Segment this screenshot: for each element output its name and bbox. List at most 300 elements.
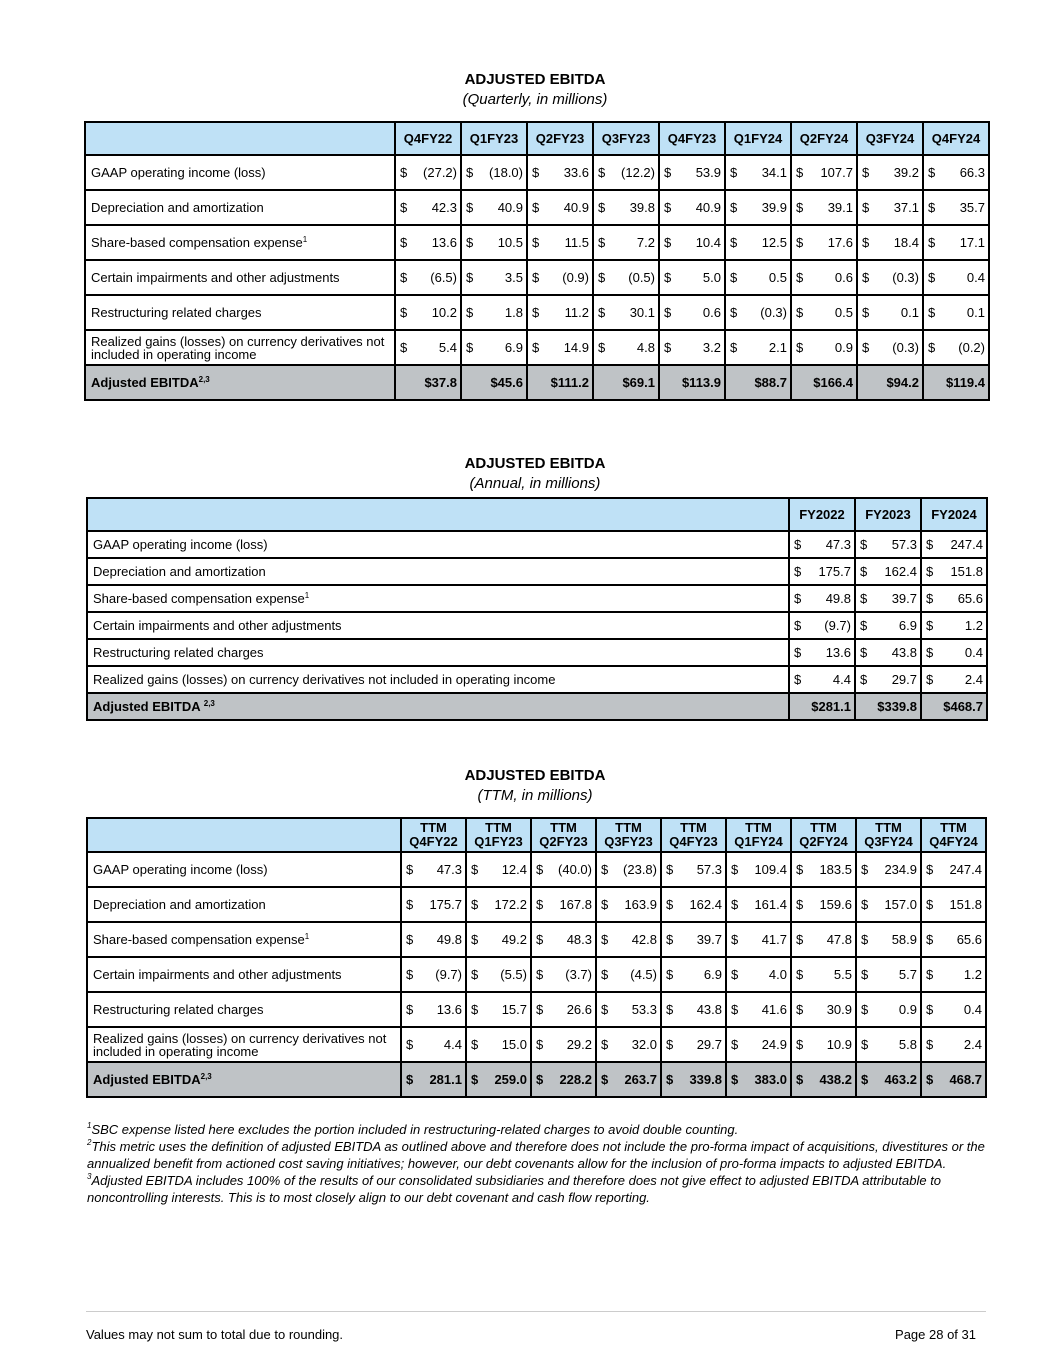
currency-symbol: $ [466, 305, 474, 320]
quarterly-cell [527, 260, 593, 295]
quarterly-cell [923, 155, 989, 190]
quarterly-cell [659, 225, 725, 260]
quarterly-row-label [85, 190, 395, 225]
ttm-row-label-text: Depreciation and amortization [93, 897, 266, 912]
ttm-cell [596, 992, 661, 1027]
quarterly-cell [923, 295, 989, 330]
ttm-value: (4.5) [630, 967, 657, 982]
quarterly-row-label-text: GAAP operating income (loss) [91, 165, 266, 180]
currency-symbol: $ [598, 235, 606, 250]
quarterly-value: (0.3) [892, 270, 919, 285]
annual-total-value: $468.7 [943, 699, 983, 714]
quarterly-value: 11.5 [564, 235, 589, 250]
ttm-cell [921, 1027, 986, 1062]
annual-row-label-text: GAAP operating income (loss) [93, 537, 268, 552]
ttm-cell [921, 957, 986, 992]
ttm-value: 163.9 [624, 897, 657, 912]
ttm-cell [661, 957, 726, 992]
currency-symbol: $ [601, 1037, 609, 1052]
ttm-cell [531, 887, 596, 922]
currency-symbol: $ [400, 270, 408, 285]
quarterly-value: 40.9 [695, 200, 721, 215]
currency-symbol: $ [794, 618, 802, 633]
annual-cell [921, 585, 987, 612]
quarterly-cell [857, 225, 923, 260]
ttm-total-value: 228.2 [559, 1072, 592, 1087]
currency-symbol: $ [794, 672, 802, 687]
annual-value: 4.4 [832, 672, 851, 687]
quarterly-value: 39.2 [893, 165, 919, 180]
ttm-row [87, 852, 986, 887]
currency-symbol: $ [860, 537, 868, 552]
currency-symbol: $ [928, 270, 936, 285]
quarterly-cell [791, 225, 857, 260]
ttm-cell [466, 887, 531, 922]
annual-cell [855, 639, 921, 666]
quarterly-value: 0.1 [966, 305, 985, 320]
quarterly-value: 0.4 [966, 270, 985, 285]
currency-symbol: $ [664, 165, 672, 180]
quarterly-value: 1.8 [504, 305, 523, 320]
currency-symbol: $ [861, 932, 869, 947]
quarterly-value: 0.5 [768, 270, 787, 285]
ttm-cell [596, 1027, 661, 1062]
quarterly-cell [527, 190, 593, 225]
ttm-cell [791, 852, 856, 887]
currency-symbol: $ [796, 200, 804, 215]
quarterly-column-header: Q4FY24 [923, 122, 989, 155]
currency-symbol: $ [598, 165, 606, 180]
annual-cell [855, 666, 921, 693]
quarterly-cell [725, 295, 791, 330]
quarterly-value: 0.9 [834, 340, 853, 355]
currency-symbol: $ [471, 932, 479, 947]
ttm-row [87, 1027, 986, 1062]
annual-value: 162.4 [884, 564, 917, 579]
ttm-row [87, 957, 986, 992]
currency-symbol: $ [862, 200, 870, 215]
quarterly-cell [461, 190, 527, 225]
ttm-value: 53.3 [631, 1002, 657, 1017]
quarterly-cell [923, 225, 989, 260]
ttm-value: 41.6 [761, 1002, 787, 1017]
quarterly-total-cell [659, 365, 725, 400]
annual-value: 43.8 [891, 645, 917, 660]
annual-total-label [87, 693, 789, 720]
quarterly-value: 10.4 [695, 235, 721, 250]
quarterly-value: (0.3) [892, 340, 919, 355]
currency-symbol: $ [926, 591, 934, 606]
ttm-heading [0, 766, 1055, 806]
quarterly-value: (12.2) [621, 165, 655, 180]
currency-symbol: $ [796, 862, 804, 877]
ttm-cell [596, 957, 661, 992]
currency-symbol: $ [471, 897, 479, 912]
quarterly-value: 0.5 [834, 305, 853, 320]
currency-symbol: $ [400, 235, 408, 250]
currency-symbol: $ [796, 1002, 804, 1017]
annual-row-label-text: Share-based compensation expense [93, 591, 305, 606]
currency-symbol: $ [664, 200, 672, 215]
quarterly-value: 3.2 [702, 340, 721, 355]
ttm-value: 57.3 [696, 862, 722, 877]
currency-symbol: $ [730, 200, 738, 215]
annual-ebitda-table [86, 497, 988, 721]
currency-symbol: $ [796, 235, 804, 250]
ttm-value: 234.9 [884, 862, 917, 877]
annual-row [87, 585, 987, 612]
quarterly-value: 0.6 [702, 305, 721, 320]
quarterly-value: (0.9) [562, 270, 589, 285]
ttm-total-label-footnote-ref: 2,3 [200, 1072, 212, 1081]
annual-cell [789, 612, 855, 639]
quarterly-cell [593, 330, 659, 365]
ttm-value: 151.8 [949, 897, 982, 912]
annual-cell [921, 531, 987, 558]
annual-header-blank [87, 498, 789, 531]
currency-symbol: $ [400, 305, 408, 320]
currency-symbol: $ [532, 340, 540, 355]
quarterly-row [85, 225, 989, 260]
currency-symbol: $ [926, 645, 934, 660]
ttm-cell [856, 957, 921, 992]
annual-row-label [87, 666, 789, 693]
quarterly-total-cell [923, 365, 989, 400]
quarterly-row-label [85, 155, 395, 190]
currency-symbol: $ [926, 1072, 934, 1087]
currency-symbol: $ [860, 591, 868, 606]
ttm-total-value: 468.7 [949, 1072, 982, 1087]
currency-symbol: $ [406, 862, 414, 877]
currency-symbol: $ [731, 1002, 739, 1017]
quarterly-cell [593, 225, 659, 260]
currency-symbol: $ [601, 932, 609, 947]
currency-symbol: $ [860, 672, 868, 687]
quarterly-value: 2.1 [768, 340, 787, 355]
currency-symbol: $ [731, 897, 739, 912]
ttm-cell [531, 1027, 596, 1062]
currency-symbol: $ [796, 340, 804, 355]
quarterly-total-row [85, 365, 989, 400]
quarterly-total-value: $69.1 [622, 375, 655, 390]
ttm-cell [856, 992, 921, 1027]
ttm-value: (5.5) [500, 967, 527, 982]
ttm-row [87, 887, 986, 922]
quarterly-cell [857, 295, 923, 330]
ttm-row-label-text: Restructuring related charges [93, 1002, 264, 1017]
ttm-subtitle: (TTM, in millions) [477, 787, 593, 804]
currency-symbol: $ [471, 862, 479, 877]
quarterly-cell [857, 260, 923, 295]
currency-symbol: $ [730, 165, 738, 180]
ttm-cell [791, 922, 856, 957]
currency-symbol: $ [466, 270, 474, 285]
ttm-value: (40.0) [558, 862, 592, 877]
quarterly-row-label-text: Restructuring related charges [91, 305, 262, 320]
ttm-cell [401, 887, 466, 922]
quarterly-value: 17.1 [959, 235, 985, 250]
quarterly-ebitda-table [84, 121, 990, 401]
annual-total-value: $281.1 [811, 699, 851, 714]
currency-symbol: $ [532, 235, 540, 250]
currency-symbol: $ [926, 618, 934, 633]
quarterly-row-label [85, 330, 395, 365]
quarterly-cell [791, 295, 857, 330]
footnote-2: $^2$This metric uses the definition of adjusted EBITDA as outlined above and therefore does not include the pro-forma impact of acquisitions, divestitures or the annualized benefit from actioned cost saving initiatives; however, our debt covenants allow for the inclusion of pro-forma impacts to adjusted EBITDA. [87, 1138, 985, 1171]
ttm-cell [726, 1027, 791, 1062]
currency-symbol: $ [601, 967, 609, 982]
annual-row-label [87, 612, 789, 639]
currency-symbol: $ [860, 618, 868, 633]
currency-symbol: $ [731, 1072, 739, 1087]
quarterly-heading [0, 70, 1055, 110]
quarterly-column-header: Q4FY23 [659, 122, 725, 155]
quarterly-value: 17.6 [827, 235, 853, 250]
ttm-cell [531, 957, 596, 992]
quarterly-cell [791, 190, 857, 225]
ttm-cell [466, 852, 531, 887]
quarterly-value: 5.4 [438, 340, 457, 355]
quarterly-value: 0.1 [900, 305, 919, 320]
currency-symbol: $ [406, 1072, 414, 1087]
annual-value: 0.4 [964, 645, 983, 660]
ttm-total-value: 263.7 [624, 1072, 657, 1087]
ttm-cell [531, 992, 596, 1027]
annual-heading [0, 454, 1055, 494]
currency-symbol: $ [731, 967, 739, 982]
currency-symbol: $ [471, 1037, 479, 1052]
currency-symbol: $ [536, 1072, 544, 1087]
quarterly-column-header: Q1FY23 [461, 122, 527, 155]
currency-symbol: $ [862, 270, 870, 285]
quarterly-cell [725, 330, 791, 365]
annual-cell [921, 639, 987, 666]
ttm-cell [596, 852, 661, 887]
ttm-total-value: 383.0 [754, 1072, 787, 1087]
quarterly-value: 40.9 [497, 200, 523, 215]
currency-symbol: $ [598, 270, 606, 285]
quarterly-title: ADJUSTED EBITDA [464, 71, 606, 88]
quarterly-cell [857, 190, 923, 225]
quarterly-total-value: $119.4 [945, 375, 985, 390]
quarterly-value: 4.8 [636, 340, 655, 355]
ttm-row-label [87, 992, 401, 1027]
ttm-cell [921, 992, 986, 1027]
quarterly-value: 12.5 [761, 235, 787, 250]
ttm-row-label [87, 852, 401, 887]
quarterly-cell [659, 155, 725, 190]
ttm-cell [726, 887, 791, 922]
currency-symbol: $ [860, 564, 868, 579]
currency-symbol: $ [406, 897, 414, 912]
ttm-value: 6.9 [703, 967, 722, 982]
annual-row-label-text: Depreciation and amortization [93, 564, 266, 579]
ttm-cell [856, 1027, 921, 1062]
quarterly-cell [395, 260, 461, 295]
ttm-cell [466, 1027, 531, 1062]
quarterly-cell [725, 225, 791, 260]
quarterly-value: 7.2 [636, 235, 655, 250]
quarterly-row-label-text: Depreciation and amortization [91, 200, 264, 215]
quarterly-total-label-text: Adjusted EBITDA [91, 375, 199, 390]
quarterly-cell [461, 330, 527, 365]
currency-symbol: $ [601, 1002, 609, 1017]
ttm-column-header: TTM Q3FY23 [596, 818, 661, 852]
currency-symbol: $ [926, 932, 934, 947]
quarterly-total-cell [725, 365, 791, 400]
ttm-total-cell [401, 1062, 466, 1097]
annual-cell [855, 612, 921, 639]
annual-value: 1.2 [964, 618, 983, 633]
currency-symbol: $ [664, 305, 672, 320]
currency-symbol: $ [860, 645, 868, 660]
currency-symbol: $ [862, 340, 870, 355]
quarterly-value: 18.4 [893, 235, 919, 250]
quarterly-cell [461, 260, 527, 295]
ttm-cell [661, 992, 726, 1027]
ttm-cell [531, 852, 596, 887]
quarterly-value: 3.5 [504, 270, 523, 285]
quarterly-subtitle: (Quarterly, in millions) [462, 91, 608, 108]
annual-row-label-text: Certain impairments and other adjustments [93, 618, 342, 633]
quarterly-value: 107.7 [820, 165, 853, 180]
quarterly-total-cell [791, 365, 857, 400]
ttm-total-value: 339.8 [689, 1072, 722, 1087]
quarterly-row [85, 260, 989, 295]
currency-symbol: $ [400, 200, 408, 215]
quarterly-total-label [85, 365, 395, 400]
quarterly-value: 39.8 [629, 200, 655, 215]
ttm-cell [921, 887, 986, 922]
annual-cell [789, 639, 855, 666]
currency-symbol: $ [406, 1037, 414, 1052]
ttm-row-label-text: Realized gains (losses) on currency derivatives not included in operating income [93, 1030, 387, 1059]
currency-symbol: $ [928, 305, 936, 320]
ttm-row-label [87, 1027, 401, 1062]
ttm-value: 49.8 [436, 932, 462, 947]
ttm-column-header: TTM Q4FY23 [661, 818, 726, 852]
ttm-value: 175.7 [429, 897, 462, 912]
quarterly-value: 37.1 [893, 200, 919, 215]
quarterly-value: 11.2 [564, 305, 589, 320]
quarterly-cell [659, 260, 725, 295]
ttm-value: 0.4 [963, 1002, 982, 1017]
ttm-cell [661, 887, 726, 922]
quarterly-total-label-footnote-ref: 2,3 [198, 375, 210, 384]
quarterly-cell [923, 330, 989, 365]
currency-symbol: $ [796, 165, 804, 180]
currency-symbol: $ [861, 1072, 869, 1087]
ttm-value: 48.3 [566, 932, 592, 947]
currency-symbol: $ [400, 165, 408, 180]
annual-row [87, 612, 987, 639]
ttm-total-cell [856, 1062, 921, 1097]
quarterly-row-label-footnote-ref: 1 [302, 235, 308, 244]
ttm-total-value: 259.0 [494, 1072, 527, 1087]
quarterly-cell [527, 155, 593, 190]
annual-cell [921, 666, 987, 693]
ttm-value: 32.0 [631, 1037, 657, 1052]
currency-symbol: $ [598, 200, 606, 215]
annual-row-label [87, 558, 789, 585]
annual-value: 47.3 [825, 537, 851, 552]
currency-symbol: $ [794, 537, 802, 552]
ttm-cell [401, 852, 466, 887]
quarterly-cell [725, 190, 791, 225]
annual-value: 13.6 [825, 645, 851, 660]
quarterly-cell [923, 260, 989, 295]
quarterly-value: 30.1 [629, 305, 655, 320]
quarterly-row [85, 330, 989, 365]
quarterly-row-label-text: Share-based compensation expense [91, 235, 303, 250]
ttm-header-blank [87, 818, 401, 852]
quarterly-total-value: $113.9 [681, 375, 721, 390]
quarterly-row-label-text: Realized gains (losses) on currency derivatives not included in operating income [91, 333, 385, 362]
currency-symbol: $ [536, 862, 544, 877]
quarterly-total-value: $166.4 [813, 375, 853, 390]
currency-symbol: $ [664, 235, 672, 250]
annual-value: 57.3 [891, 537, 917, 552]
ttm-cell [791, 957, 856, 992]
annual-title: ADJUSTED EBITDA [464, 455, 606, 472]
annual-cell [789, 666, 855, 693]
annual-cell [921, 558, 987, 585]
ttm-cell [401, 922, 466, 957]
annual-row [87, 666, 987, 693]
quarterly-cell [593, 190, 659, 225]
ttm-cell [401, 1027, 466, 1062]
currency-symbol: $ [536, 967, 544, 982]
ttm-value: 65.6 [956, 932, 982, 947]
annual-row-label-text: Restructuring related charges [93, 645, 264, 660]
quarterly-total-value: $37.8 [424, 375, 457, 390]
currency-symbol: $ [536, 1002, 544, 1017]
ttm-total-label-text: Adjusted EBITDA [93, 1072, 201, 1087]
currency-symbol: $ [664, 270, 672, 285]
currency-symbol: $ [926, 564, 934, 579]
currency-symbol: $ [861, 862, 869, 877]
quarterly-value: 34.1 [761, 165, 787, 180]
quarterly-column-header: Q4FY22 [395, 122, 461, 155]
quarterly-total-cell [593, 365, 659, 400]
ttm-cell [401, 957, 466, 992]
ttm-cell [921, 922, 986, 957]
quarterly-cell [461, 155, 527, 190]
ttm-row [87, 922, 986, 957]
page-number: Page 28 of 31 [895, 1327, 976, 1342]
ttm-column-header: TTM Q4FY22 [401, 818, 466, 852]
annual-cell [789, 531, 855, 558]
ttm-value: 47.3 [436, 862, 462, 877]
currency-symbol: $ [532, 200, 540, 215]
ttm-total-row [87, 1062, 986, 1097]
ttm-cell [466, 922, 531, 957]
currency-symbol: $ [862, 305, 870, 320]
quarterly-cell [395, 225, 461, 260]
ttm-row-label-text: Share-based compensation expense [93, 932, 305, 947]
ttm-value: 161.4 [754, 897, 787, 912]
annual-column-header: FY2022 [789, 498, 855, 531]
annual-row-label [87, 531, 789, 558]
quarterly-cell [857, 330, 923, 365]
ttm-value: 15.7 [501, 1002, 527, 1017]
annual-value: 151.8 [950, 564, 983, 579]
ttm-value: 49.2 [501, 932, 527, 947]
ttm-total-value: 438.2 [819, 1072, 852, 1087]
currency-symbol: $ [598, 340, 606, 355]
ttm-value: 58.9 [891, 932, 917, 947]
quarterly-cell [395, 155, 461, 190]
